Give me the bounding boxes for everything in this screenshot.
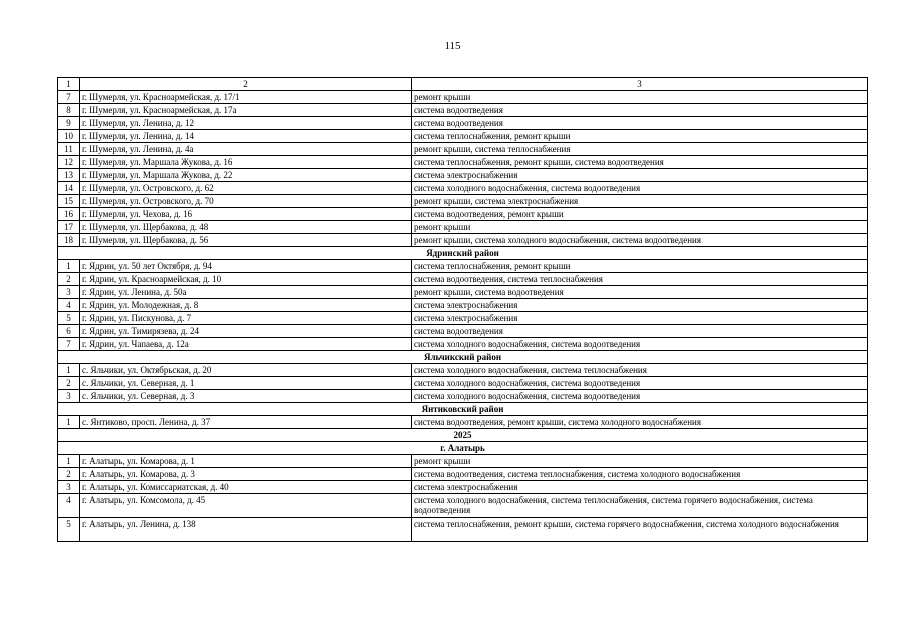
section-row <box>58 429 868 442</box>
section-row <box>58 351 868 364</box>
table-row <box>58 130 868 143</box>
row-works: система теплоснабжения, ремонт крыши <box>412 260 868 273</box>
row-number: 16 <box>58 208 80 221</box>
table-row <box>58 455 868 468</box>
row-works: ремонт крыши, система холодного водоснабжения, система водоотведения <box>412 234 868 247</box>
table-body <box>58 91 868 542</box>
row-number: 18 <box>58 234 80 247</box>
row-works: система электроснабжения <box>412 481 868 494</box>
row-works: система холодного водоснабжения, система водоотведения <box>412 390 868 403</box>
row-works: ремонт крыши, система электроснабжения <box>412 195 868 208</box>
row-number: 1 <box>58 260 80 273</box>
row-works: система теплоснабжения, ремонт крыши, система водоотведения <box>412 156 868 169</box>
table-row <box>58 481 868 494</box>
row-works: система холодного водоснабжения, система водоотведения <box>412 338 868 351</box>
row-works: ремонт крыши, система водоотведения <box>412 286 868 299</box>
table-row <box>58 338 868 351</box>
row-address: г. Ядрин, ул. Молодежная, д. 8 <box>80 299 412 312</box>
row-number: 2 <box>58 468 80 481</box>
row-address: г. Ядрин, ул. Ленина, д. 50а <box>80 286 412 299</box>
row-address: г. Шумерля, ул. Маршала Жукова, д. 22 <box>80 169 412 182</box>
row-number: 1 <box>58 455 80 468</box>
row-works: система водоотведения, система теплоснабжения, система холодного водоснабжения <box>412 468 868 481</box>
section-title: 2025 <box>58 429 868 442</box>
row-number: 17 <box>58 221 80 234</box>
row-number: 12 <box>58 156 80 169</box>
row-works: система электроснабжения <box>412 312 868 325</box>
row-number: 8 <box>58 104 80 117</box>
row-address: г. Алатырь, ул. Ленина, д. 138 <box>80 518 412 542</box>
row-number: 11 <box>58 143 80 156</box>
page-number: 115 <box>444 40 461 52</box>
row-address: с. Яльчики, ул. Октябрьская, д. 20 <box>80 364 412 377</box>
row-number: 3 <box>58 481 80 494</box>
table-row <box>58 390 868 403</box>
section-title: Янтиковский район <box>58 403 868 416</box>
row-number: 7 <box>58 91 80 104</box>
header-col-3: 3 <box>412 78 868 91</box>
section-row <box>58 403 868 416</box>
section-title: Яльчикский район <box>58 351 868 364</box>
row-works: ремонт крыши <box>412 91 868 104</box>
section-row <box>58 442 868 455</box>
table-row <box>58 273 868 286</box>
section-row <box>58 247 868 260</box>
row-number: 3 <box>58 390 80 403</box>
row-address: г. Шумерля, ул. Ленина, д. 4а <box>80 143 412 156</box>
row-number: 10 <box>58 130 80 143</box>
row-address: г. Шумерля, ул. Щербакова, д. 48 <box>80 221 412 234</box>
section-title: Ядринский район <box>58 247 868 260</box>
row-number: 9 <box>58 117 80 130</box>
row-address: г. Шумерля, ул. Маршала Жукова, д. 16 <box>80 156 412 169</box>
table-row <box>58 156 868 169</box>
row-address: г. Алатырь, ул. Комсомола, д. 45 <box>80 494 412 518</box>
row-works: система холодного водоснабжения, система теплоснабжения <box>412 364 868 377</box>
row-address: с. Яльчики, ул. Северная, д. 1 <box>80 377 412 390</box>
table-row <box>58 208 868 221</box>
repair-works-table <box>57 77 868 542</box>
table-row <box>58 312 868 325</box>
row-number: 13 <box>58 169 80 182</box>
row-works: ремонт крыши <box>412 221 868 234</box>
row-address: г. Алатырь, ул. Комиссариатская, д. 40 <box>80 481 412 494</box>
table-row <box>58 91 868 104</box>
row-number: 5 <box>58 312 80 325</box>
row-address: г. Шумерля, ул. Островского, д. 70 <box>80 195 412 208</box>
table-row <box>58 117 868 130</box>
row-number: 1 <box>58 364 80 377</box>
row-number: 1 <box>58 416 80 429</box>
row-number: 15 <box>58 195 80 208</box>
row-address: с. Яльчики, ул. Северная, д. 3 <box>80 390 412 403</box>
row-number: 3 <box>58 286 80 299</box>
table-row <box>58 286 868 299</box>
row-number: 7 <box>58 338 80 351</box>
row-address: г. Ядрин, ул. Тимирязева, д. 24 <box>80 325 412 338</box>
row-works: ремонт крыши <box>412 455 868 468</box>
header-col-2: 2 <box>80 78 412 91</box>
row-number: 2 <box>58 273 80 286</box>
table-row <box>58 377 868 390</box>
table-row <box>58 195 868 208</box>
row-address: г. Шумерля, ул. Ленина, д. 14 <box>80 130 412 143</box>
table-row <box>58 221 868 234</box>
row-address: г. Ядрин, ул. Пискунова, д. 7 <box>80 312 412 325</box>
row-address: г. Ядрин, ул. 50 лет Октября, д. 94 <box>80 260 412 273</box>
table-row <box>58 325 868 338</box>
row-address: г. Шумерля, ул. Щербакова, д. 56 <box>80 234 412 247</box>
table-row <box>58 494 868 518</box>
table-row <box>58 518 868 542</box>
row-number: 2 <box>58 377 80 390</box>
section-title: г. Алатырь <box>58 442 868 455</box>
table-row <box>58 143 868 156</box>
row-works: система электроснабжения <box>412 299 868 312</box>
row-address: г. Ядрин, ул. Красноармейская, д. 10 <box>80 273 412 286</box>
row-number: 4 <box>58 299 80 312</box>
row-address: г. Шумерля, ул. Чехова, д. 16 <box>80 208 412 221</box>
row-number: 5 <box>58 518 80 542</box>
row-works: ремонт крыши, система теплоснабжения <box>412 143 868 156</box>
row-works: система водоотведения, ремонт крыши, система холодного водоснабжения <box>412 416 868 429</box>
table-row <box>58 364 868 377</box>
row-address: г. Шумерля, ул. Ленина, д. 12 <box>80 117 412 130</box>
row-number: 6 <box>58 325 80 338</box>
table-row <box>58 104 868 117</box>
row-number: 14 <box>58 182 80 195</box>
table-header-row <box>58 78 868 91</box>
table-row <box>58 169 868 182</box>
row-works: система водоотведения <box>412 117 868 130</box>
row-works: система холодного водоснабжения, система водоотведения <box>412 182 868 195</box>
row-address: г. Шумерля, ул. Островского, д. 62 <box>80 182 412 195</box>
row-works: система холодного водоснабжения, система водоотведения <box>412 377 868 390</box>
row-address: г. Алатырь, ул. Комарова, д. 1 <box>80 455 412 468</box>
header-col-1: 1 <box>58 78 80 91</box>
row-works: система водоотведения, система теплоснабжения <box>412 273 868 286</box>
row-works: система теплоснабжения, ремонт крыши, система горячего водоснабжения, система холодного водоснабжения <box>412 518 868 542</box>
row-works: система водоотведения <box>412 104 868 117</box>
row-address: г. Шумерля, ул. Красноармейская, д. 17/1 <box>80 91 412 104</box>
row-address: г. Ядрин, ул. Чапаева, д. 12а <box>80 338 412 351</box>
row-works: система электроснабжения <box>412 169 868 182</box>
table-row <box>58 416 868 429</box>
table-row <box>58 299 868 312</box>
table-row <box>58 260 868 273</box>
table-row <box>58 468 868 481</box>
row-works: система водоотведения, ремонт крыши <box>412 208 868 221</box>
table-row <box>58 234 868 247</box>
row-number: 4 <box>58 494 80 518</box>
row-address: г. Шумерля, ул. Красноармейская, д. 17а <box>80 104 412 117</box>
table-row <box>58 182 868 195</box>
row-address: г. Алатырь, ул. Комарова, д. 3 <box>80 468 412 481</box>
row-works: система холодного водоснабжения, система теплоснабжения, система горячего водоснабжения, система водоотведения <box>412 494 868 518</box>
row-address: с. Янтиково, просп. Ленина, д. 37 <box>80 416 412 429</box>
row-works: система теплоснабжения, ремонт крыши <box>412 130 868 143</box>
row-works: система водоотведения <box>412 325 868 338</box>
